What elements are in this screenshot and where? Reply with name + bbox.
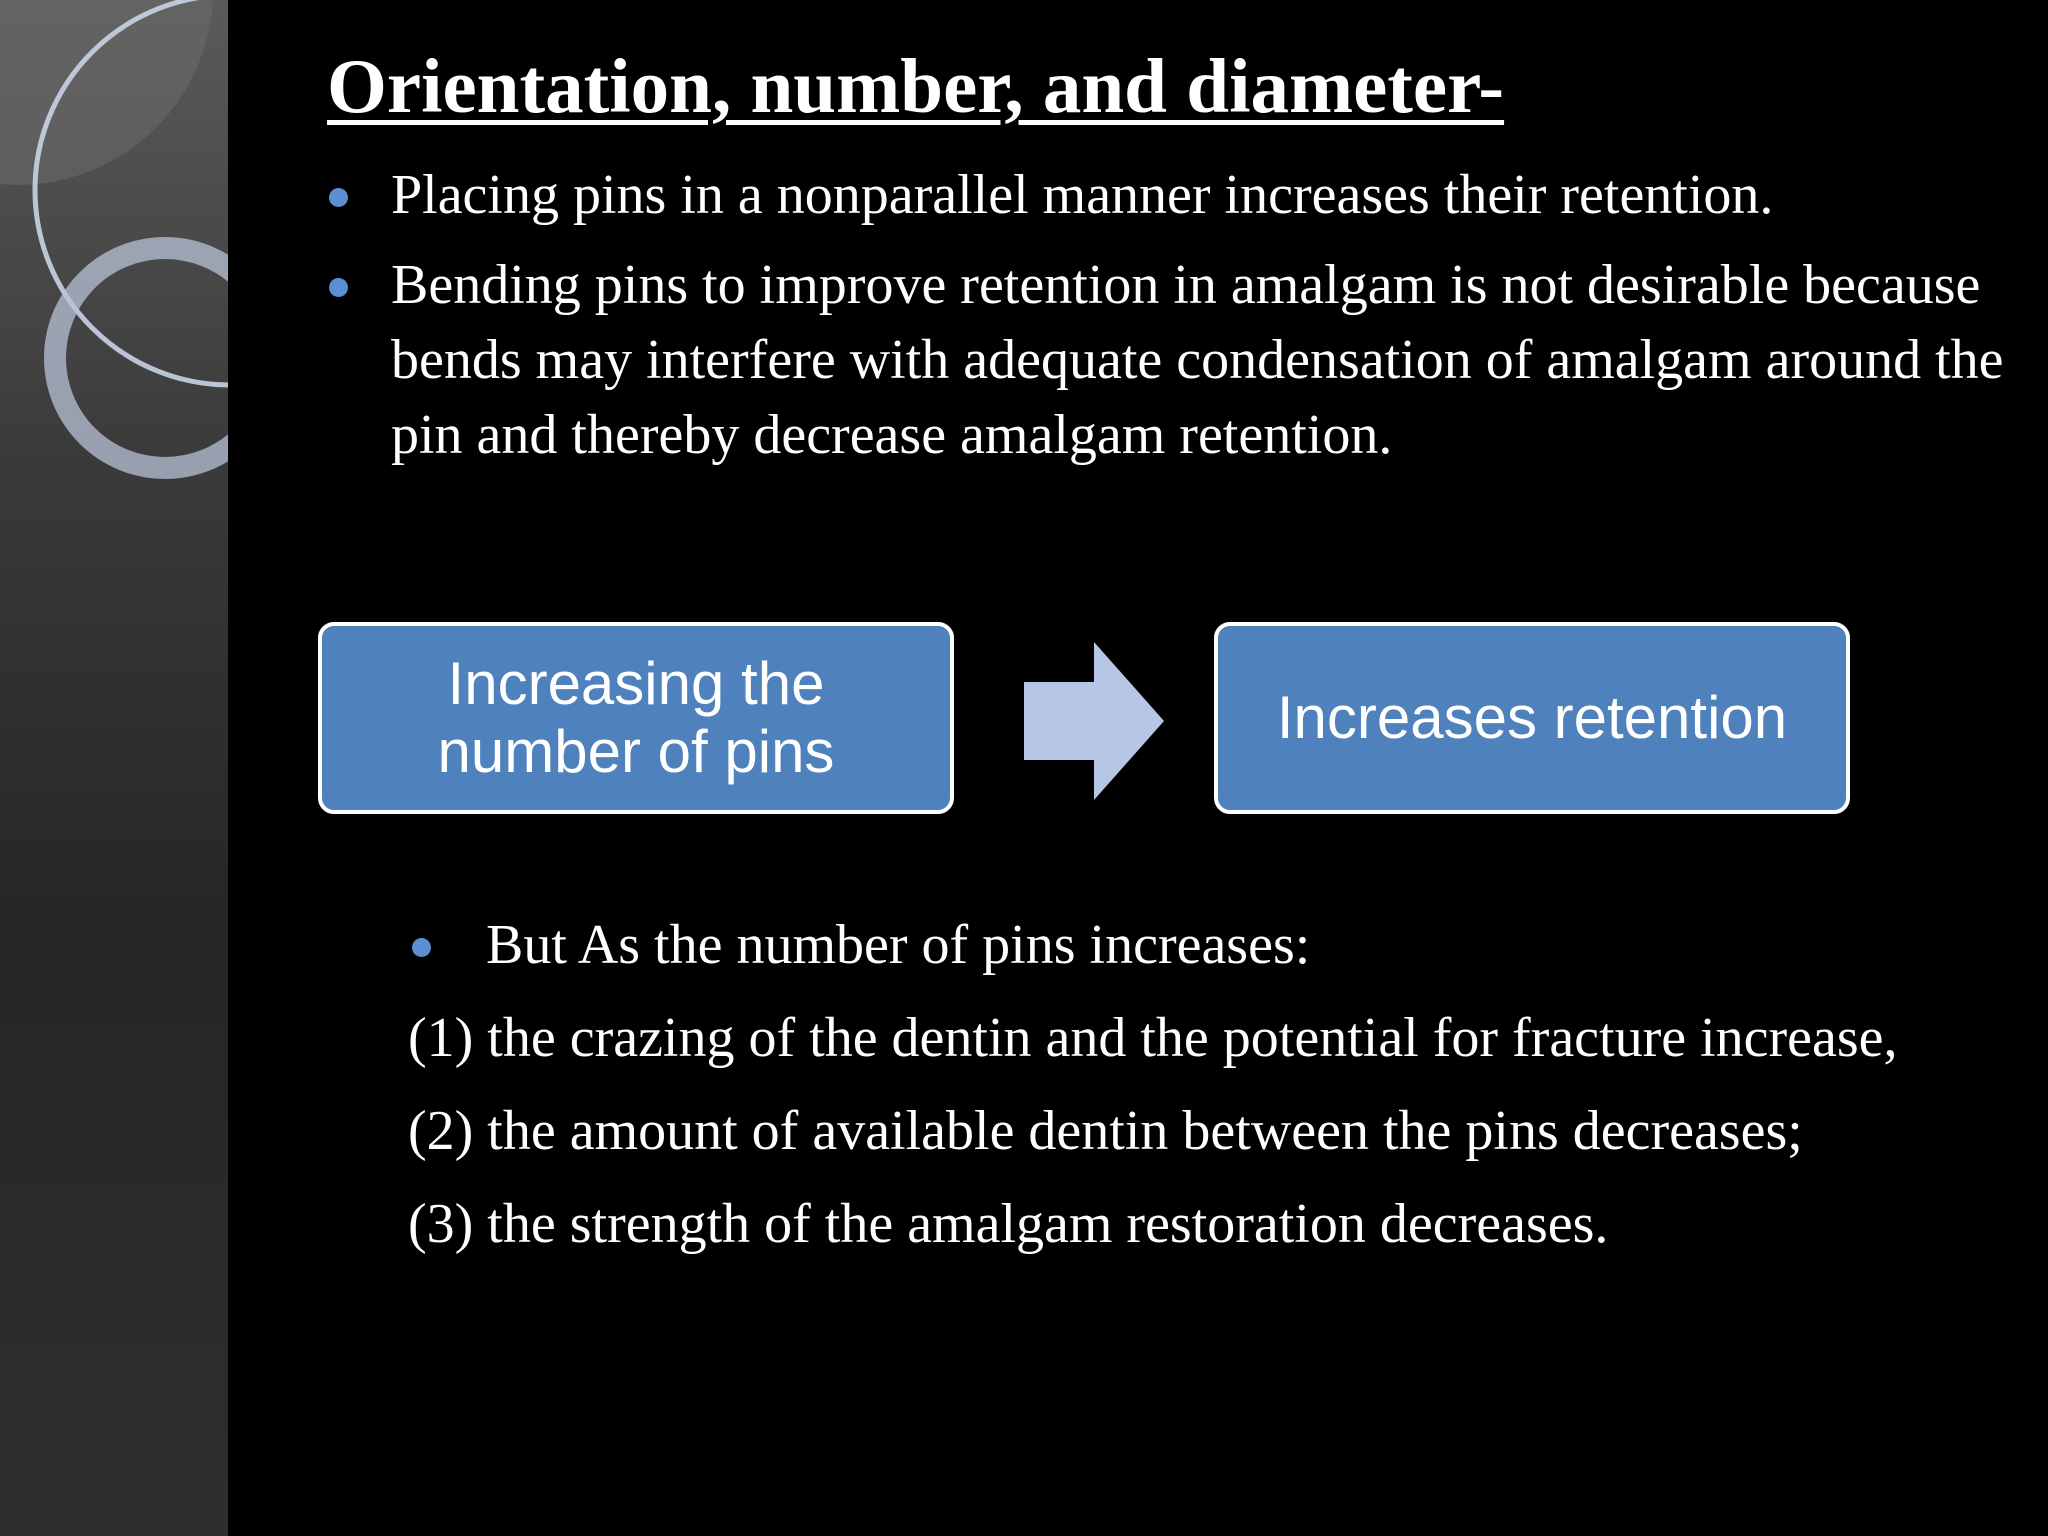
process-box-cause: Increasing the number of pins: [318, 622, 954, 814]
numbered-item: (1) the crazing of the dentin and the potential for fracture increase,: [408, 1007, 1898, 1069]
bullet-text: Bending pins to improve retention in amalgam is not desirable because bends may interfere with adequate condensation of amalgam around the pin and thereby decrease amalgam retention.: [391, 254, 2004, 466]
bullet-item: [327, 248, 2017, 473]
bullet-text: Placing pins in a nonparallel manner increases their retention.: [391, 164, 1774, 226]
process-diagram: [318, 622, 1858, 820]
decorative-circles: [0, 0, 228, 1536]
bullet-item: [327, 158, 2017, 233]
slide-title: Orientation, number, and diameter-: [327, 43, 1505, 129]
bullet-dot-icon: [329, 188, 348, 207]
bullet-list: [327, 158, 2017, 488]
bullet-dot-icon: [329, 278, 348, 297]
lower-bullet-item: [408, 908, 2008, 983]
decorative-side-panel: [0, 0, 228, 1536]
process-box-effect: Increases retention: [1214, 622, 1850, 814]
lower-content: [408, 908, 2008, 1280]
lower-bullet-text: But As the number of pins increases:: [486, 914, 1311, 976]
numbered-item: (3) the strength of the amalgam restoration decreases.: [408, 1193, 1609, 1255]
right-arrow-icon: [1024, 642, 1164, 800]
bullet-dot-icon: [412, 938, 431, 957]
numbered-item: (2) the amount of available dentin between the pins decreases;: [408, 1100, 1803, 1162]
